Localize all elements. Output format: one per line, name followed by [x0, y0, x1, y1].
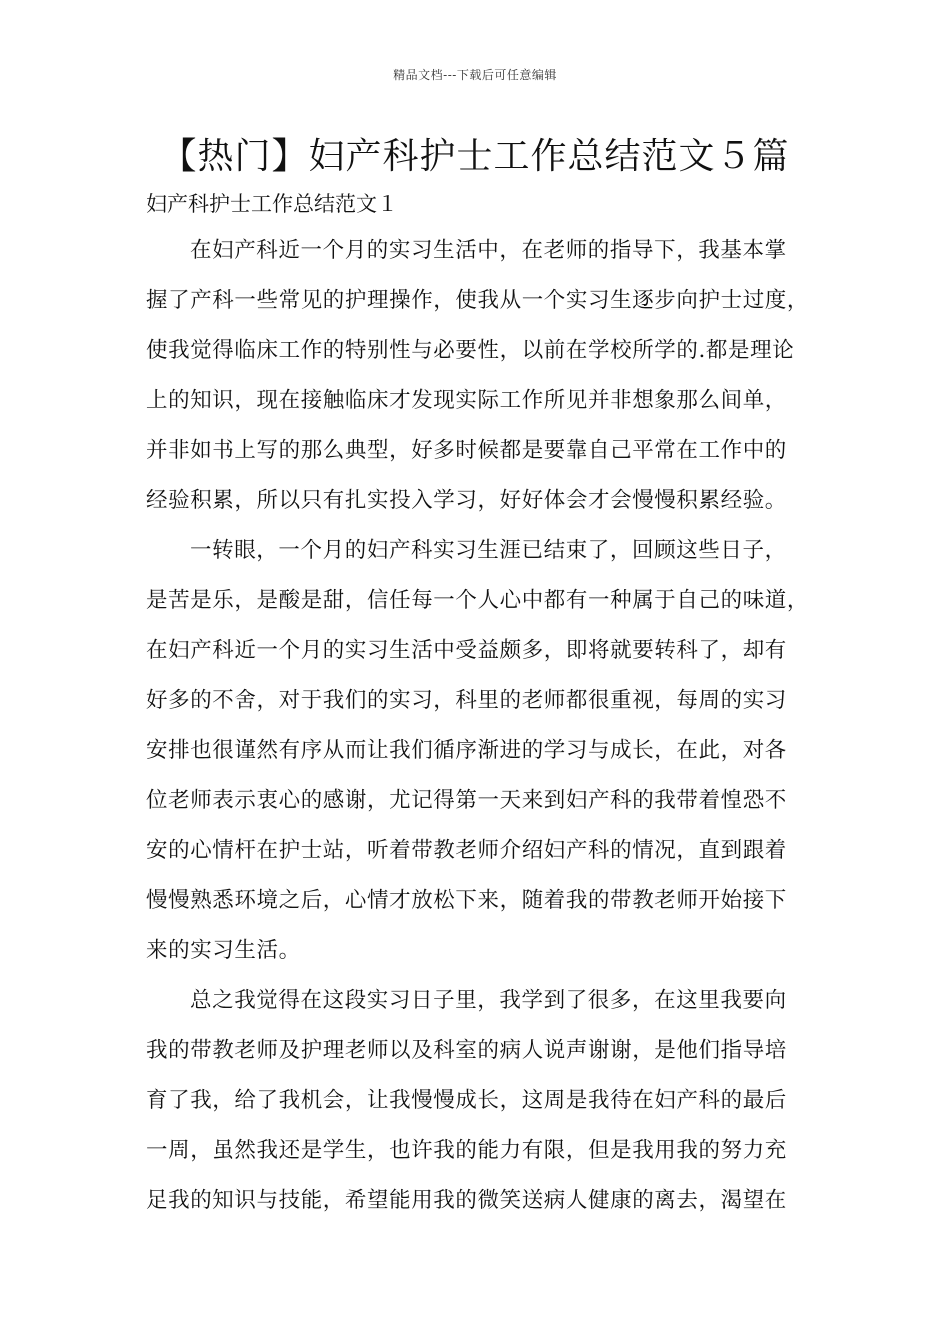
paragraph-3-line-2: 我的带教老师及护理老师以及科室的病人说声谢谢，是他们指导培 — [146, 1038, 787, 1063]
paragraph-3-line-1: 总之我觉得在这段实习日子里，我学到了很多，在这里我要向 — [190, 988, 787, 1013]
paragraph-1-line-4: 上的知识，现在接触临床才发现实际工作所见并非想象那么间单， — [146, 388, 787, 413]
paragraph-3-line-4: 一周，虽然我还是学生，也许我的能力有限，但是我用我的努力充 — [146, 1138, 787, 1163]
paragraph-2-line-9: 来的实习生活。 — [146, 938, 301, 963]
paragraph-2-line-8: 慢慢熟悉环境之后，心情才放松下来，随着我的带教老师开始接下 — [146, 888, 787, 913]
paragraph-2-line-2: 是苦是乐，是酸是甜，信任每一个人心中都有一种属于自己的味道， — [146, 588, 810, 613]
paragraph-3-line-3: 育了我，给了我机会，让我慢慢成长，这周是我待在妇产科的最后 — [146, 1088, 787, 1113]
header-note: 精品文档---下载后可任意编辑 — [393, 68, 557, 82]
paragraph-2-line-5: 安排也很谨然有序从而让我们循序渐进的学习与成长，在此，对各 — [146, 738, 787, 763]
paragraph-2-line-3: 在妇产科近一个月的实习生活中受益颇多，即将就要转科了，却有 — [146, 638, 787, 663]
paragraph-3-line-5: 足我的知识与技能，希望能用我的微笑送病人健康的离去，渴望在 — [146, 1188, 787, 1213]
section-heading: 妇产科护士工作总结范文１ — [146, 192, 398, 216]
paragraph-1-line-1: 在妇产科近一个月的实习生活中，在老师的指导下，我基本掌 — [190, 238, 787, 263]
paragraph-1-line-2: 握了产科一些常见的护理操作，使我从一个实习生逐步向护士过度， — [146, 288, 810, 313]
paragraph-1-line-6: 经验积累，所以只有扎实投入学习，好好体会才会慢慢积累经验。 — [146, 488, 787, 513]
paragraph-2-line-4: 好多的不舍，对于我们的实习，科里的老师都很重视，每周的实习 — [146, 688, 787, 713]
paragraph-1-line-3: 使我觉得临床工作的特别性与必要性，以前在学校所学的.都是理论 — [146, 338, 795, 363]
document-title: 【热门】妇产科护士工作总结范文５篇 — [160, 136, 790, 177]
paragraph-1-line-5: 并非如书上写的那么典型，好多时候都是要靠自己平常在工作中的 — [146, 438, 787, 463]
paragraph-2-line-7: 安的心情杆在护士站，听着带教老师介绍妇产科的情况，直到跟着 — [146, 838, 787, 863]
paragraph-2-line-1: 一转眼，一个月的妇产科实习生涯已结束了，回顾这些日子， — [190, 538, 787, 563]
paragraph-2-line-6: 位老师表示衷心的感谢，尤记得第一天来到妇产科的我带着惶恐不 — [146, 788, 787, 813]
